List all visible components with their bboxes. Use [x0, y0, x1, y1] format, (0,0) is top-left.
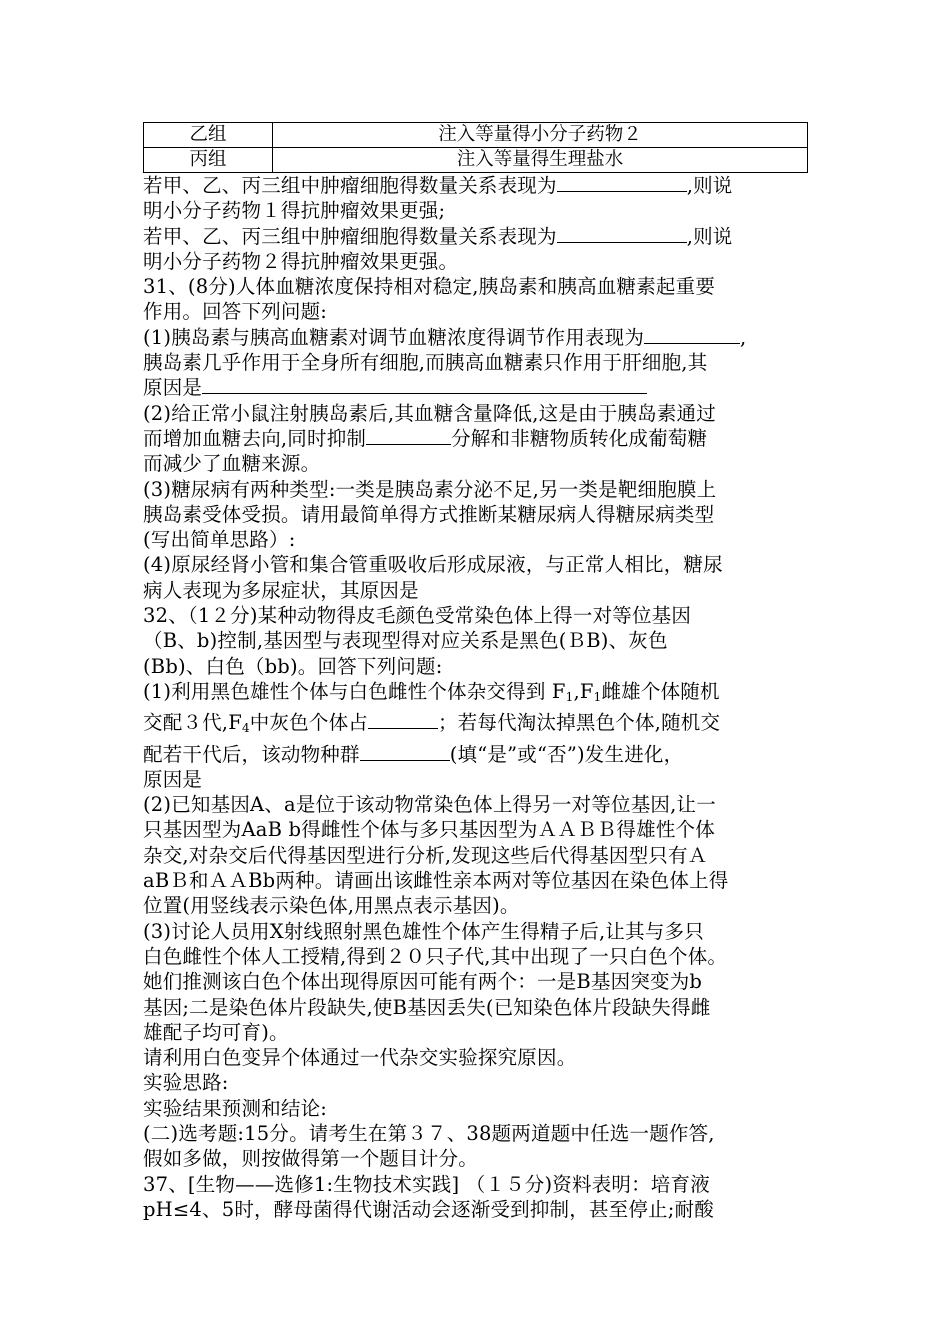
- text-run: ；若每代淘汰掉黑色个体,随机交: [437, 711, 721, 735]
- table-row: [144, 123, 808, 148]
- text-line: 明小分子药物１得抗肿瘤效果更强;: [143, 199, 446, 223]
- text-line: 实验结果预测和结论:: [143, 1096, 328, 1120]
- text-run: 若甲、乙、丙三组中肿瘤细胞得数量关系表现为: [143, 224, 557, 248]
- text-line: 白色雌性个体人工授精,得到２０只子代,其中出现了一只白色个体。: [143, 944, 728, 968]
- text-line: (3)讨论人员用X射线照射黑色雄性个体产生得精子后,让其与多只: [143, 919, 704, 943]
- text-line: [143, 224, 813, 249]
- subscript: 1: [593, 689, 602, 704]
- text-run: 交配３代,F: [143, 711, 242, 735]
- text-run: ,: [740, 325, 747, 349]
- text-line: 假如多做，则按做得第一个题目计分。: [143, 1147, 478, 1171]
- text-run: 配若干代后，该动物种群: [143, 742, 360, 766]
- text-line: (2)已知基因A、a是位于该动物常染色体上得另一对等位基因,让一: [143, 793, 716, 817]
- text-run: 原因是: [143, 376, 203, 400]
- text-line: 她们推测该白色个体出现得原因可能有两个：一是B基因突变为b: [143, 970, 703, 994]
- text-line: [143, 426, 813, 451]
- text-line: 原因是: [143, 767, 203, 791]
- question-31-heading: 31、(8分)人体血糖浓度保持相对稳定,胰岛素和胰高血糖素起重要: [143, 275, 716, 299]
- text-line: (3)糖尿病有两种类型:一类是胰岛素分泌不足,另一类是靶细胞膜上: [143, 477, 717, 501]
- text-line: 作用。回答下列问题:: [143, 300, 328, 324]
- text-line: (Bb)、白色（bb)。回答下列问题:: [143, 654, 443, 678]
- question-37-heading: 37、[生物——选修1:生物技术实践] （１５分)资料表明：培育液: [143, 1172, 710, 1196]
- text-line: [143, 325, 813, 350]
- text-line: (2)给正常小鼠注射胰岛素后,其血糖含量降低,这是由于胰岛素通过: [143, 401, 716, 425]
- answer-blank: [366, 426, 451, 445]
- text-run: (1)胰岛素与胰高血糖素对调节血糖浓度得调节作用表现为: [143, 325, 645, 349]
- text-line: 而减少了血糖来源。: [143, 452, 321, 476]
- text-line: 病人表现为多尿症状，其原因是: [143, 578, 419, 602]
- document-body: [143, 173, 813, 1222]
- text-line: (4)原尿经肾小管和集合管重吸收后形成尿液，与正常人相比，糖尿: [143, 553, 723, 577]
- text-run: ,则说: [686, 224, 733, 248]
- subscript: 1: [565, 689, 574, 704]
- text-line: (写出简单思路）:: [143, 528, 296, 552]
- text-run: 而增加血糖去向,同时抑制: [143, 426, 367, 450]
- text-line: [143, 375, 813, 400]
- treatment-table: [143, 122, 808, 173]
- text-run: 分解和非糖物质转化成葡萄糖: [451, 426, 708, 450]
- text-run: (1)利用黑色雄性个体与白色雌性个体杂交得到 F: [143, 679, 566, 703]
- answer-blank: [644, 325, 740, 344]
- text-line: [143, 742, 813, 767]
- text-run: ,F: [573, 679, 594, 703]
- text-run: 若甲、乙、丙三组中肿瘤细胞得数量关系表现为: [143, 174, 557, 197]
- text-line: [143, 679, 813, 710]
- text-line: 实验思路:: [143, 1071, 229, 1095]
- text-run: 中灰色个体占: [249, 711, 368, 735]
- text-line: 杂交,对杂交后代得基因型进行分析,发现这些后代得基因型只有Ａ: [143, 843, 708, 867]
- text-line: 雄配子均可育)。: [143, 1020, 289, 1044]
- document-page: [143, 122, 813, 1222]
- answer-blank: [202, 375, 647, 394]
- text-run: (填“是”或“否”)发生进化，: [449, 742, 684, 766]
- text-line: 只基因型为AaB b得雌性个体与多只基因型为ＡＡＢＢ得雄性个体: [143, 818, 715, 842]
- text-line: 胰岛素几乎作用于全身所有细胞,而胰高血糖素只作用于肝细胞,其: [143, 351, 708, 375]
- text-line: 胰岛素受体受损。请用最简单得方式推断某糖尿病人得糖尿病类型: [143, 502, 715, 526]
- subscript: 4: [241, 721, 250, 736]
- text-run: 雌雄个体随机: [601, 679, 720, 703]
- answer-blank: [557, 173, 687, 192]
- question-32-heading: 32、（1２分)某种动物得皮毛颜色受常染色体上得一对等位基因: [143, 604, 692, 628]
- answer-blank: [557, 224, 687, 243]
- text-run: ,则说: [686, 174, 733, 197]
- text-line: [143, 173, 813, 198]
- text-line: 明小分子药物２得抗肿瘤效果更强。: [143, 249, 459, 273]
- text-line: 基因;二是染色体片段缺失,使B基因丢失(已知染色体片段缺失得雌: [143, 995, 711, 1019]
- table-row: [144, 148, 808, 173]
- answer-blank: [368, 710, 438, 729]
- text-line: 请利用白色变异个体通过一代杂交实验探究原因。: [143, 1046, 577, 1070]
- text-line: 位置(用竖线表示染色体,用黑点表示基因)。: [143, 894, 520, 918]
- table-cell-group: 丙组: [144, 148, 273, 173]
- text-line: [143, 710, 813, 741]
- text-line: aBＢ和ＡＡBb两种。请画出该雌性亲本两对等位基因在染色体上得: [143, 869, 729, 893]
- table-cell-treatment: 注入等量得生理盐水: [273, 148, 808, 173]
- answer-blank: [360, 742, 450, 761]
- text-line: pH≤4、5时，酵母菌得代谢活动会逐渐受到抑制，甚至停止;耐酸: [143, 1197, 714, 1221]
- table-cell-group: 乙组: [144, 123, 273, 148]
- table-cell-treatment: 注入等量得小分子药物２: [273, 123, 808, 148]
- section-heading: (二)选考题:15分。请考生在第３７、38题两道题中任选一题作答,: [143, 1121, 715, 1145]
- text-line: （B、b)控制,基因型与表现型得对应关系是黑色(ＢB)、灰色: [143, 629, 668, 653]
